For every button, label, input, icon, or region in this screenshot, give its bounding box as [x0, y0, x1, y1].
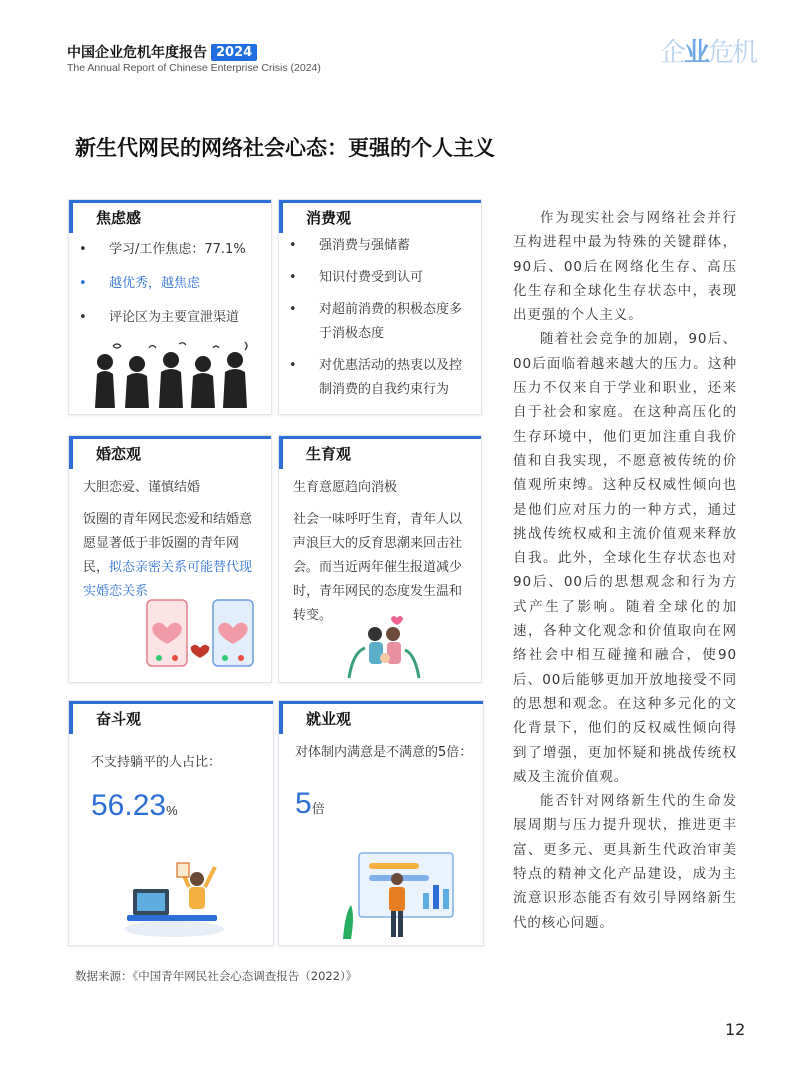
card-consumption	[278, 199, 482, 415]
card-struggle-header	[69, 701, 273, 734]
card-marriage-text: 饭圈的青年网民恋爱和结婚意愿显著低于非饭圈的青年网民，拟态亲密关系可能替代现实婚恋关系	[83, 512, 253, 599]
report-year-badge: 2024	[211, 44, 257, 61]
card-fertility-header	[279, 436, 481, 469]
body-paragraph: 随着社会竞争的加剧，90后、00后面临着越来越大的压力。这种压力不仅来自于学业和职业，还来自于社会和家庭。在这种高压化的生存环境中，他们更加注重自我价值和自我实现，不愿意被传统的价值观所束缚。这种反权威性倾向也是他们应对压力的一种方式，通过挑战传统权威和主流价值观来释放自我。此外，全球化生存状态也对90后、00后的思想观念和行为方式产生了影响。随着全球化的加速，各种文化观念和价值取向在网络社会中相互碰撞和融合，使90后、00后能够更加开放地接受不同的思想和观念。在这种多元化的文化背景下，他们的反权威性倾向得到了增强，更加怀疑和挑战传统权威及主流价值观。	[513, 331, 737, 785]
page-number: 12	[725, 1020, 746, 1039]
card-struggle-subtitle: 不支持躺平的人占比：	[91, 755, 222, 770]
report-logo: 企业危机	[660, 38, 757, 68]
card-fertility-title: 生育观	[306, 445, 352, 463]
card-consumption-title: 消费观	[306, 209, 352, 227]
card-marriage-subtitle: 大胆恋爱、谨慎结婚	[83, 480, 201, 495]
report-subtitle: The Annual Report of Chinese Enterprise Crisis (2024)	[67, 62, 321, 74]
data-source-note: 数据来源：《中国青年网民社会心态调查报告（2022）》	[75, 969, 358, 983]
desk-worker-illustration	[119, 861, 229, 937]
card-struggle	[68, 700, 274, 946]
card-marriage	[68, 435, 272, 683]
page-title: 新生代网民的网络社会心态：更强的个人主义	[75, 136, 495, 160]
list-item: • 强消费与强储蓄	[289, 238, 411, 253]
list-item: • 越优秀，越焦虑	[79, 276, 201, 291]
list-item: • 学习/工作焦虑：77.1%	[79, 242, 246, 257]
card-marriage-header	[69, 436, 271, 469]
card-anxiety-header	[69, 200, 271, 233]
report-title-text: 中国企业危机年度报告	[67, 45, 207, 61]
card-consumption-header	[279, 200, 481, 233]
card-employment	[278, 700, 484, 946]
card-fertility-subtitle: 生育意愿趋向消极	[293, 480, 398, 495]
card-anxiety-title: 焦虑感	[96, 209, 142, 227]
list-item: • 对优惠活动的热衷以及控制消费的自我约束行为	[289, 358, 463, 397]
body-paragraph: 能否针对网络新生代的生命发展周期与压力提升现状，推进更丰富、更多元、更具新生代政治审美特点的精神文化产品建设，成为主流意识形态能否有效引导网络新生代的核心问题。	[513, 793, 737, 931]
stressed-people-illustration	[87, 342, 257, 408]
card-marriage-highlight: 拟态亲密关系可能替代现实婚恋关系	[83, 560, 253, 599]
card-employment-title: 就业观	[306, 710, 352, 728]
card-employment-stat: 5倍	[295, 787, 325, 820]
presentation-illustration	[339, 849, 459, 941]
list-item: • 知识付费受到认可	[289, 270, 424, 285]
card-employment-subtitle: 对体制内满意是不满意的5倍：	[295, 745, 473, 760]
family-illustration	[339, 612, 429, 678]
list-item: • 对超前消费的积极态度多于消极态度	[289, 302, 463, 341]
body-text	[513, 206, 737, 935]
body-paragraph: 作为现实社会与网络社会并行互构进程中最为特殊的关键群体，90后、00后在网络化生存、高压化生存和全球化生存状态中，表现出更强的个人主义。	[513, 210, 737, 324]
phones-heart-illustration	[139, 594, 269, 676]
card-fertility-text: 社会一味呼吁生育，青年人以声浪巨大的反育思潮来回击社会。而当近两年催生报道减少时，青年网民的态度发生温和转变。	[293, 512, 463, 623]
card-struggle-stat: 56.23%	[91, 789, 178, 822]
card-marriage-title: 婚恋观	[96, 445, 142, 463]
report-title	[67, 42, 257, 62]
card-fertility	[278, 435, 482, 683]
card-struggle-title: 奋斗观	[96, 710, 142, 728]
list-item: • 评论区为主要宣泄渠道	[79, 310, 240, 325]
card-anxiety	[68, 199, 272, 415]
card-employment-header	[279, 701, 483, 734]
